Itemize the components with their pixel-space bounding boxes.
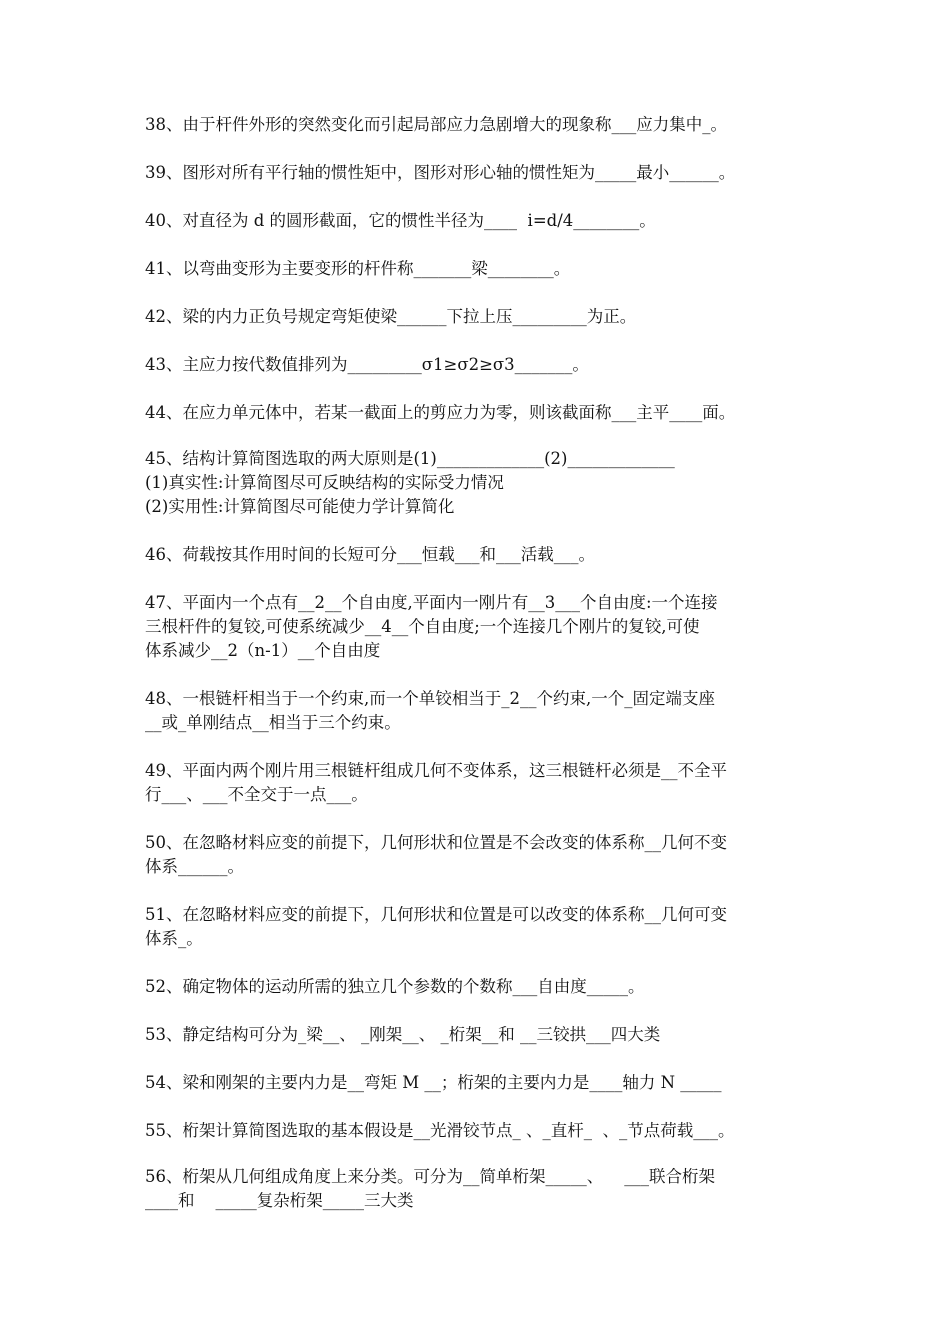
question-45-line-1: 45、结构计算简图选取的两大原则是(1)_____________(2)_____________ (145, 449, 675, 468)
question-39 (145, 161, 817, 185)
question-50 (145, 831, 817, 879)
question-47-line-2: 三根杆件的复铰,可使系统减少__4__个自由度;一个连接几个刚片的复铰,可使 (145, 617, 700, 636)
question-56-line-2: ____和 _____复杂桁架_____三大类 (145, 1191, 414, 1210)
question-48 (145, 687, 817, 735)
question-53 (145, 1023, 817, 1047)
question-49-line-2: 行___、___不全交于一点___。 (145, 785, 368, 804)
question-51-line-2: 体系_。 (145, 929, 203, 948)
question-43-line-1: 43、主应力按代数值排列为_________σ1≥σ2≥σ3_______。 (145, 355, 589, 374)
question-42 (145, 305, 817, 329)
question-46 (145, 543, 817, 567)
question-39-line-1: 39、图形对所有平行轴的惯性矩中，图形对形心轴的惯性矩为_____最小______。 (145, 163, 736, 182)
question-51-line-1: 51、在忽略材料应变的前提下，几何形状和位置是可以改变的体系称__几何可变 (145, 905, 727, 924)
question-43 (145, 353, 817, 377)
question-50-line-2: 体系______。 (145, 857, 244, 876)
question-48-line-2: __或_单刚结点__相当于三个约束。 (145, 713, 401, 732)
question-47-line-3: 体系减少__2（n-1）__个自由度 (145, 641, 381, 660)
question-56-line-1: 56、桁架从几何组成角度上来分类。可分为__简单桁架_____、 ___联合桁架 (145, 1167, 715, 1186)
question-40-line-1: 40、对直径为 d 的圆形截面，它的惯性半径为____ i=d/4________。 (145, 211, 656, 230)
question-45-line-3: (2)实用性:计算简图尽可能使力学计算简化 (145, 497, 455, 516)
question-40 (145, 209, 817, 233)
question-55 (145, 1119, 817, 1143)
question-44 (145, 401, 817, 425)
question-44-line-1: 44、在应力单元体中，若某一截面上的剪应力为零，则该截面称___主平____面。 (145, 403, 736, 422)
question-41-line-1: 41、以弯曲变形为主要变形的杆件称_______梁________。 (145, 259, 571, 278)
question-46-line-1: 46、荷载按其作用时间的长短可分___恒载___和___活载___。 (145, 545, 595, 564)
question-38-line-1: 38、由于杆件外形的突然变化而引起局部应力急剧增大的现象称___应力集中_。 (145, 115, 727, 134)
question-55-line-1: 55、桁架计算简图选取的基本假设是__光滑铰节点_ 、_直杆_ 、_节点荷载___。 (145, 1121, 735, 1140)
question-47 (145, 591, 817, 663)
question-47-line-1: 47、平面内一个点有__2__个自由度,平面内一刚片有__3___个自由度:一个连接 (145, 593, 718, 612)
question-45-line-2: (1)真实性:计算简图尽可反映结构的实际受力情况 (145, 473, 504, 492)
question-50-line-1: 50、在忽略材料应变的前提下，几何形状和位置是不会改变的体系称__几何不变 (145, 833, 727, 852)
question-48-line-1: 48、一根链杆相当于一个约束,而一个单铰相当于_2__个约束,一个_固定端支座 (145, 689, 715, 708)
question-42-line-1: 42、梁的内力正负号规定弯矩使梁______下拉上压_________为正。 (145, 307, 637, 326)
question-54-line-1: 54、梁和刚架的主要内力是__弯矩 M __；桁架的主要内力是____轴力 N _____ (145, 1073, 722, 1092)
question-52-line-1: 52、确定物体的运动所需的独立几个参数的个数称___自由度_____。 (145, 977, 645, 996)
question-49-line-1: 49、平面内两个刚片用三根链杆组成几何不变体系，这三根链杆必须是__不全平 (145, 761, 727, 780)
question-45 (145, 447, 817, 519)
question-54 (145, 1071, 817, 1095)
question-38 (145, 113, 817, 137)
question-51 (145, 903, 817, 951)
question-53-line-1: 53、静定结构可分为_梁__、 _刚架__、 _桁架__和 __三铰拱___四大类 (145, 1025, 661, 1044)
question-52 (145, 975, 817, 999)
question-56 (145, 1165, 817, 1213)
question-41 (145, 257, 817, 281)
question-49 (145, 759, 817, 807)
